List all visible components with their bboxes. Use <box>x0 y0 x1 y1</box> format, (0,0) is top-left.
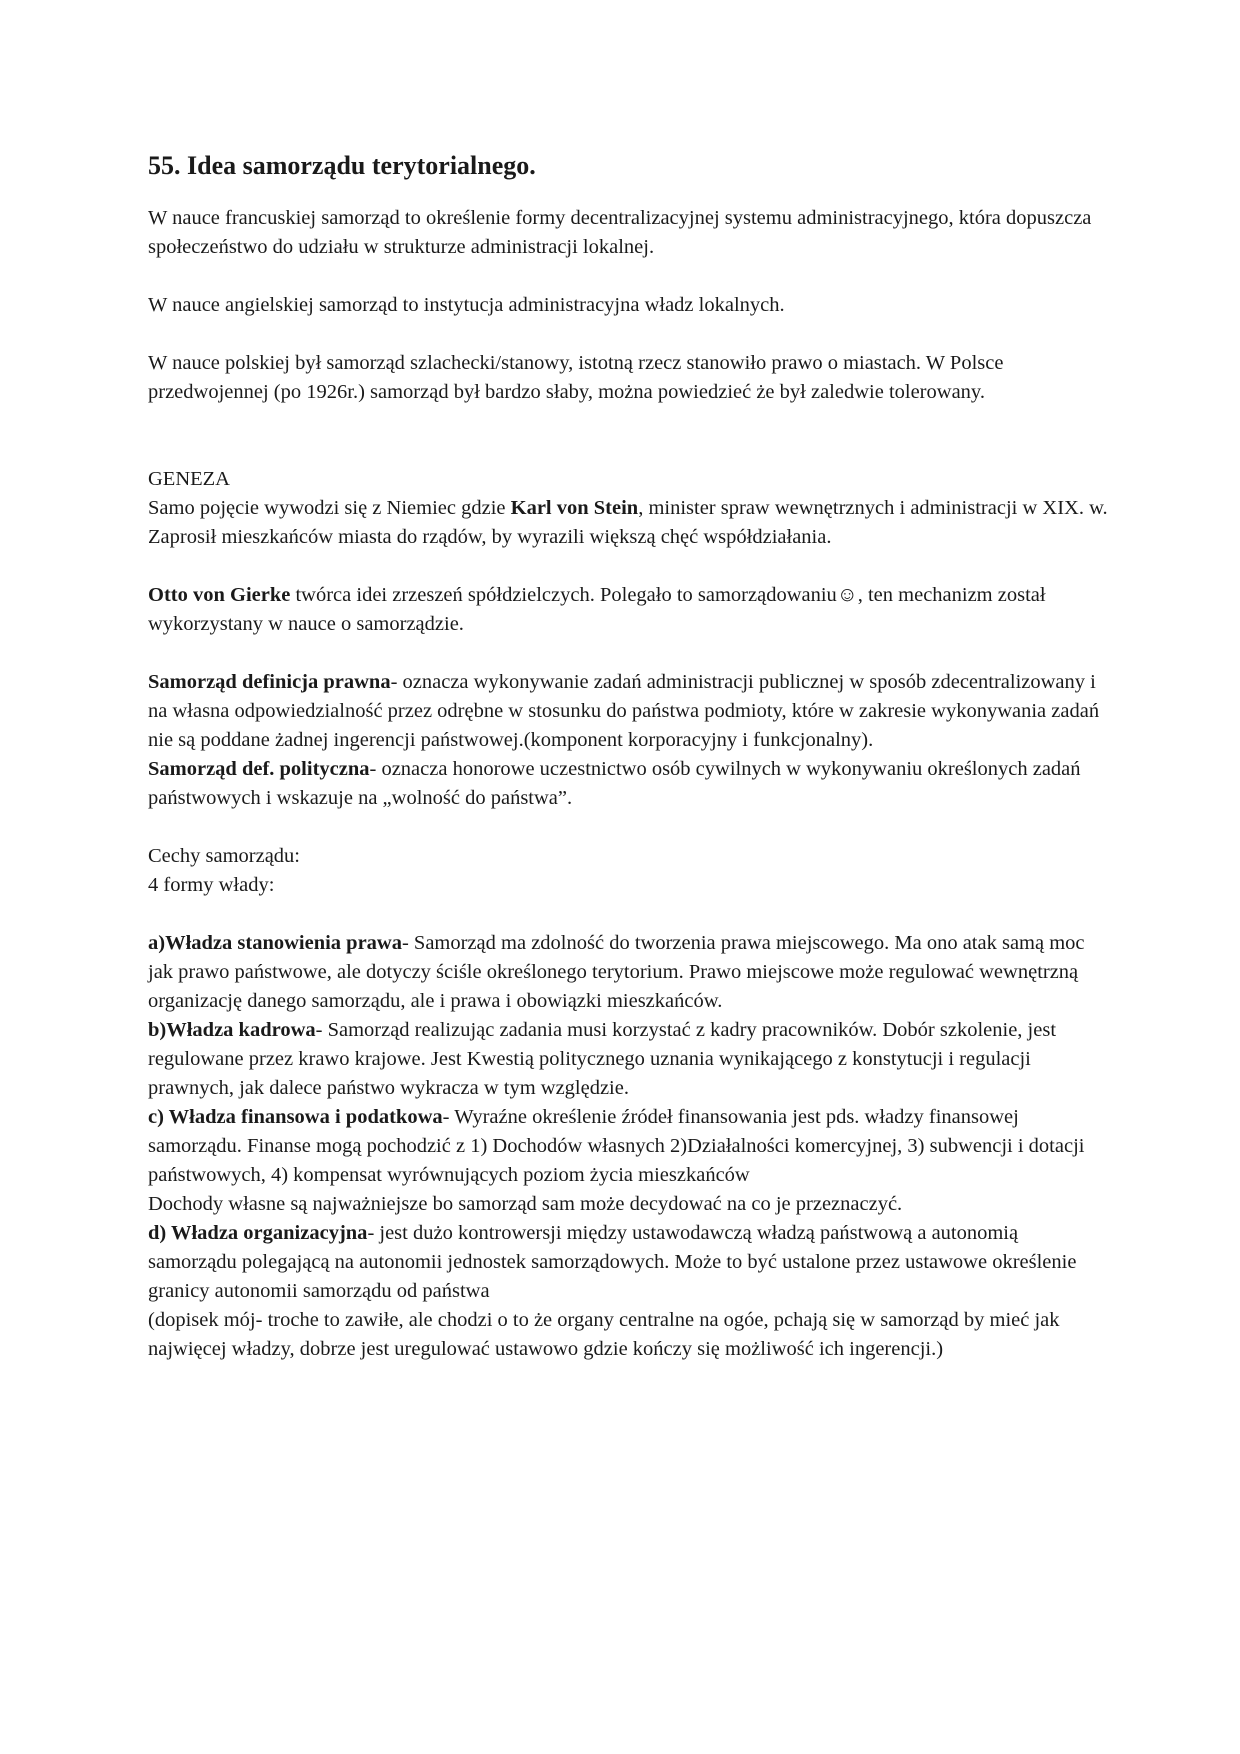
item-a-text: - Samorząd ma zdolność do tworzenia prawa miejscowego. Ma ono atak samą moc jak prawo państwowe, ale dotyczy ściśle określonego terytorium. Prawo miejscowe może regulować wewnętrzną organizację danego samorządu, ale i prawa i obowiązki mieszkańców. <box>148 932 1085 1012</box>
def-prawna-text: - oznacza wykonywanie zadań administracji publicznej w sposób zdecentralizowany i na własna odpowiedzialność przez odrębne w stosunku do państwa podmioty, które w zakresie wykonywania zadań nie są poddane żadnej ingerencji państwowej.(komponent korporacyjny i funkcjonalny). <box>148 671 1100 751</box>
paragraph-french: W nauce francuskiej samorząd to określenie formy decentralizacyjnej systemu administracyjnego, która dopuszcza społeczeństwo do udziału w strukturze administracji lokalnej. <box>148 207 1092 258</box>
item-d-term: d) Władza organizacyjna <box>148 1222 368 1244</box>
paragraph-polish: W nauce polskiej był samorząd szlachecki/stanowy, istotną rzecz stanowiło prawo o miastach. W Polsce przedwojennej (po 1926r.) samorząd był bardzo słaby, można powiedzieć że był zaledwie tolerowany. <box>148 352 1004 403</box>
paragraph-english: W nauce angielskiej samorząd to instytucja administracyjna władz lokalnych. <box>148 294 785 316</box>
item-c-term: c) Władza finansowa i podatkowa <box>148 1106 443 1128</box>
item-c <box>148 1103 1108 1190</box>
item-d-text: - jest dużo kontrowersji między ustawodawczą władzą państwową a autonomią samorządu polegającą na autonomii jednostek samorządowych. Może to być ustalone przez ustawowe określenie granicy autonomii samorządu od państwa <box>148 1222 1077 1302</box>
item-a <box>148 929 1108 1016</box>
item-c-text: - Wyraźne określenie źródeł finansowania jest pds. władzy finansowej samorządu. Finanse mogą pochodzić z 1) Dochodów własnych 2)Działalności komercyjnej, 3) subwencji i dotacji państwowych, 4) kompensat wyrównujących poziom życia mieszkańców <box>148 1106 1085 1186</box>
section-heading-geneza: GENEZA <box>148 468 230 490</box>
item-a-term: a)Władza stanowienia prawa <box>148 932 402 954</box>
paragraph-def-prawna <box>148 668 1108 755</box>
formy-line: 4 formy włady: <box>148 874 275 896</box>
item-b-text: - Samorząd realizując zadania musi korzystać z kadry pracowników. Dobór szkolenie, jest regulowane przez krawo krajowe. Jest Kwestią politycznego uznania wynikającego z konstytucji i regulacji prawnych, jak dalece państwo wykracza w tym względzie. <box>148 1019 1057 1099</box>
document-title: 55. Idea samorządu terytorialnego. <box>148 151 536 180</box>
item-c-extra: Dochody własne są najważniejsze bo samorząd sam może decydować na co je przeznaczyć. <box>148 1193 903 1215</box>
def-polityczna-term: Samorząd def. polityczna <box>148 758 370 780</box>
geneza-text-end: , minister spraw wewnętrznych i administracji w XIX. w. Zaprosił mieszkańców miasta do rządów, by wyrazili większą chęć współdziałania. <box>148 497 1108 548</box>
def-polityczna-text: - oznacza honorowe uczestnictwo osób cywilnych w wykonywaniu określonych zadań państwowych i wskazuje na „wolność do państwa”. <box>148 758 1081 809</box>
karl-von-stein: Karl von Stein <box>510 497 639 519</box>
document-body <box>148 150 1108 1364</box>
item-d-note: (dopisek mój- troche to zawiłe, ale chodzi o to że organy centralne na ogóe, pchają się w samorząd by mieć jak najwięcej władzy, dobrze jest uregulować ustawowo gdzie kończy się możliwość ich ingerencji.) <box>148 1309 1060 1360</box>
gierke-text: twórca idei zrzeszeń spółdzielczych. Polegało to samorządowaniu☺, ten mechanizm został wykorzystany w nauce o samorządzie. <box>148 584 1046 635</box>
item-b-term: b)Władza kadrowa <box>148 1019 316 1041</box>
geneza-text-start: Samo pojęcie wywodzi się z Niemiec gdzie <box>148 497 511 519</box>
paragraph-def-polityczna <box>148 755 1108 813</box>
cechy-line: Cechy samorządu: <box>148 845 300 867</box>
paragraph-geneza <box>148 494 1108 552</box>
paragraph-gierke <box>148 581 1108 639</box>
def-prawna-term: Samorząd definicja prawna <box>148 671 391 693</box>
item-b <box>148 1016 1108 1103</box>
item-d <box>148 1219 1108 1306</box>
otto-von-gierke: Otto von Gierke <box>148 584 291 606</box>
